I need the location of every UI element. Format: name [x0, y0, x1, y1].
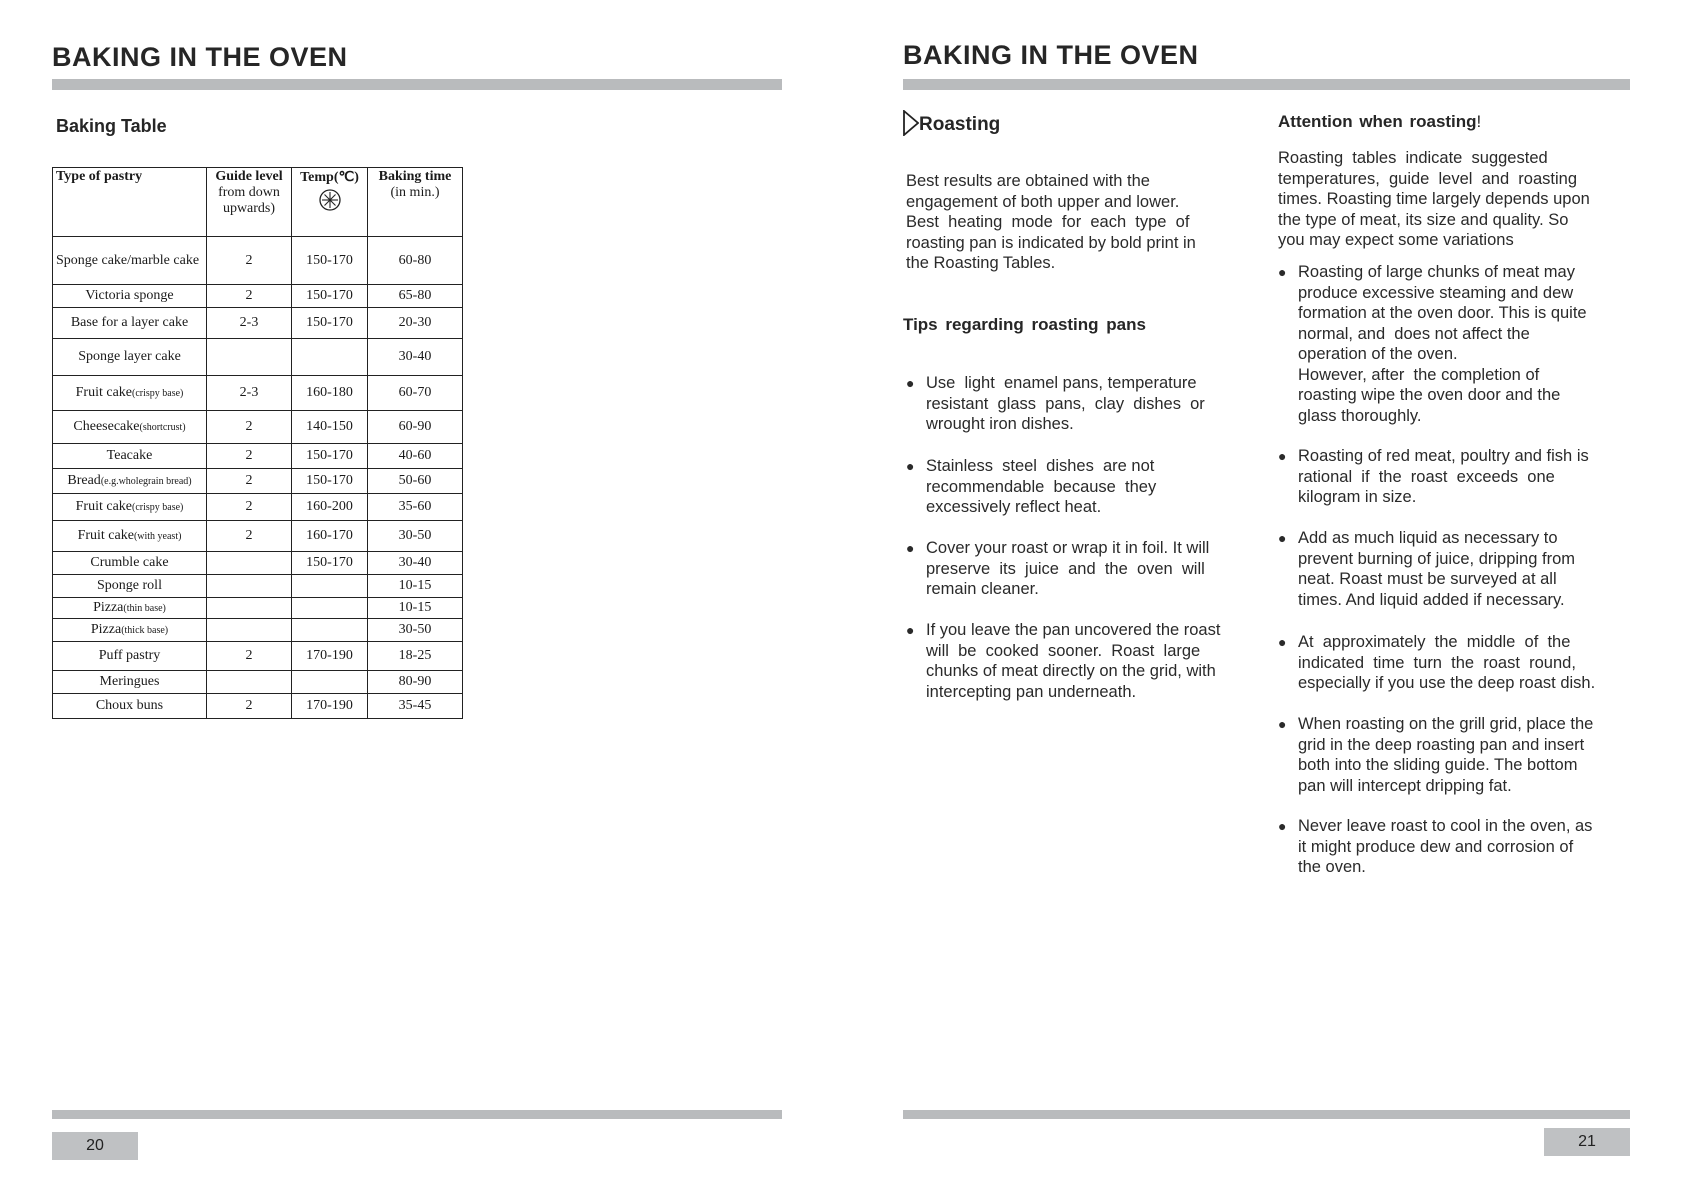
baking-time-cell: 30-50 [368, 619, 463, 642]
bullet-icon: ● [1278, 716, 1287, 732]
text-line: indicated time turn the roast round, [1298, 653, 1576, 672]
attention-item [1278, 262, 1633, 426]
baking-time-cell: 10-15 [368, 598, 463, 619]
table-row [53, 619, 463, 642]
temperature-cell [292, 339, 368, 376]
temperature-cell [292, 598, 368, 619]
table-row [53, 411, 463, 444]
text-line: the type of meat, its size and quality. So [1278, 210, 1569, 229]
temperature-cell: 150-170 [292, 469, 368, 494]
text-line: At approximately the middle of the [1298, 633, 1571, 651]
right-footer-bar [903, 1110, 1630, 1119]
pastry-name: Bread [67, 473, 101, 488]
text-line: intercepting pan underneath. [926, 682, 1137, 701]
pastry-name: Meringues [99, 674, 160, 689]
pastry-cell [53, 619, 207, 642]
attention-item [1278, 816, 1633, 878]
tip-item [906, 538, 1256, 600]
bullet-icon: ● [906, 375, 915, 391]
text-line: Best results are obtained with the [906, 172, 1150, 190]
text-line: Roasting of red meat, poultry and fish is [1298, 447, 1589, 465]
text-line: operation of the oven. [1298, 345, 1458, 363]
baking-time-cell: 60-90 [368, 411, 463, 444]
baking-time-cell: 50-60 [368, 469, 463, 494]
pastry-name: Pizza [90, 622, 122, 637]
pastry-name: Pizza [93, 600, 124, 615]
header-baking-time: Baking time (in min.) [368, 168, 463, 237]
text-line: rational if the roast exceeds one [1298, 467, 1555, 486]
attention-intro [1278, 148, 1624, 251]
guide-level-cell: 2 [207, 411, 292, 444]
table-row [53, 521, 463, 552]
temperature-cell: 150-170 [292, 237, 368, 285]
baking-time-cell: 35-60 [368, 494, 463, 521]
attention-item [1278, 446, 1633, 508]
baking-time-cell: 30-40 [368, 552, 463, 575]
baking-table-heading: Baking Table [56, 116, 167, 136]
temperature-cell: 150-170 [292, 308, 368, 339]
header-temp: Temp(℃) [292, 168, 368, 237]
pastry-cell [53, 376, 207, 411]
baking-time-cell: 60-80 [368, 237, 463, 285]
pastry-note: (thin base) [123, 603, 166, 614]
pastry-name: Crumble cake [90, 555, 169, 570]
table-row [53, 694, 463, 719]
pastry-cell [53, 694, 207, 719]
bullet-icon: ● [906, 622, 915, 638]
pastry-cell [53, 642, 207, 671]
pastry-name: Fruit cake [75, 499, 132, 514]
text-line: grid in the deep roasting pan and insert [1298, 735, 1585, 754]
triangle-marker-icon [903, 110, 919, 136]
temperature-cell [292, 619, 368, 642]
baking-time-cell: 30-50 [368, 521, 463, 552]
table-row [53, 308, 463, 339]
guide-level-cell: 2-3 [207, 308, 292, 339]
text-line: formation at the oven door. This is quite [1298, 304, 1587, 322]
text-line: glass thoroughly. [1298, 406, 1422, 425]
guide-level-cell: 2 [207, 469, 292, 494]
guide-level-cell: 2 [207, 521, 292, 552]
left-page-title: BAKING IN THE OVEN [52, 42, 348, 72]
table-row [53, 444, 463, 469]
baking-time-cell: 10-15 [368, 575, 463, 598]
baking-time-cell: 18-25 [368, 642, 463, 671]
baking-time-cell: 65-80 [368, 285, 463, 308]
attention-item [1278, 714, 1633, 796]
guide-level-cell [207, 575, 292, 598]
baking-time-cell: 30-40 [368, 339, 463, 376]
bullet-icon: ● [1278, 818, 1287, 834]
text-line: Cover your roast or wrap it in foil. It will [926, 539, 1210, 557]
temperature-cell: 160-170 [292, 521, 368, 552]
pastry-name: Sponge layer cake [78, 349, 181, 364]
pastry-cell [53, 469, 207, 494]
temperature-cell: 150-170 [292, 552, 368, 575]
header-guide-level: Guide level from down upwards) [207, 168, 292, 237]
temperature-cell: 140-150 [292, 411, 368, 444]
left-page-number: 20 [52, 1132, 138, 1160]
tip-item [906, 373, 1256, 435]
guide-level-cell: 2 [207, 642, 292, 671]
text-line: temperatures, guide level and roasting [1278, 169, 1578, 188]
pastry-name: Choux buns [95, 698, 164, 713]
table-row [53, 575, 463, 598]
pastry-cell [53, 575, 207, 598]
table-row [53, 339, 463, 376]
baking-time-cell: 80-90 [368, 671, 463, 694]
text-line: chunks of meat directly on the grid, with [926, 662, 1216, 680]
text-line: Use light enamel pans, temperature [926, 374, 1197, 392]
roasting-intro [906, 171, 1231, 274]
text-line: preserve its juice and the oven will [926, 559, 1205, 578]
text-line: you may expect some variations [1278, 231, 1514, 249]
pastry-note: (shortcrust) [139, 422, 186, 433]
pastry-cell [53, 285, 207, 308]
text-line: roasting pan is indicated by bold print in [906, 233, 1196, 252]
text-line: When roasting on the grill grid, place the [1298, 715, 1594, 733]
bullet-icon: ● [906, 458, 915, 474]
temperature-cell [292, 671, 368, 694]
text-line: resistant glass pans, clay dishes or [926, 394, 1205, 413]
guide-level-cell: 2 [207, 285, 292, 308]
guide-level-cell: 2 [207, 494, 292, 521]
right-header-bar [903, 79, 1630, 90]
pastry-note: (crispy base) [132, 388, 184, 399]
pastry-cell [53, 411, 207, 444]
guide-level-cell [207, 671, 292, 694]
pastry-cell [53, 237, 207, 285]
text-line: Never leave roast to cool in the oven, as [1298, 817, 1593, 835]
text-line: excessively reflect heat. [926, 498, 1102, 516]
text-line: pan will intercept dripping fat. [1298, 776, 1512, 795]
table-row [53, 642, 463, 671]
guide-level-cell: 2 [207, 694, 292, 719]
pastry-name: Victoria sponge [85, 288, 174, 303]
right-page-number: 21 [1544, 1128, 1630, 1156]
pastry-cell [53, 339, 207, 376]
bullet-icon: ● [1278, 264, 1287, 280]
table-row [53, 469, 463, 494]
text-line: recommendable because they [926, 477, 1157, 496]
guide-level-cell: 2 [207, 237, 292, 285]
guide-level-cell [207, 619, 292, 642]
temperature-cell [292, 575, 368, 598]
tip-item [906, 620, 1256, 702]
text-line: remain cleaner. [926, 580, 1039, 598]
pastry-cell [53, 521, 207, 552]
tips-heading: Tips regarding roasting pans [903, 315, 1146, 334]
baking-time-cell: 60-70 [368, 376, 463, 411]
bullet-icon: ● [1278, 634, 1287, 650]
baking-time-cell: 40-60 [368, 444, 463, 469]
pastry-name: Sponge roll [97, 578, 162, 593]
roasting-heading: Roasting [903, 110, 1000, 136]
temperature-cell: 170-190 [292, 642, 368, 671]
pastry-note: (e.g.wholegrain bread) [100, 476, 192, 487]
left-header-bar [52, 79, 782, 90]
guide-level-cell: 2 [207, 444, 292, 469]
tip-item [906, 456, 1256, 518]
guide-level-cell: 2-3 [207, 376, 292, 411]
pastry-name: Fruit cake [75, 385, 132, 400]
text-line: However, after the completion of [1298, 365, 1540, 384]
temperature-cell: 160-180 [292, 376, 368, 411]
text-line: the oven. [1298, 858, 1366, 876]
pastry-cell [53, 444, 207, 469]
table-row [53, 552, 463, 575]
bullet-icon: ● [906, 540, 915, 556]
pastry-note: (crispy base) [132, 502, 184, 513]
pastry-note: (with yeast) [133, 531, 182, 542]
text-line: normal, and does not affect the [1298, 324, 1530, 343]
text-line: both into the sliding guide. The bottom [1298, 756, 1578, 774]
table-row [53, 237, 463, 285]
text-line: kilogram in size. [1298, 488, 1417, 506]
bullet-icon: ● [1278, 530, 1287, 546]
guide-level-cell [207, 339, 292, 376]
text-line: will be cooked sooner. Roast large [926, 641, 1201, 660]
pastry-cell [53, 308, 207, 339]
pastry-name: Teacake [106, 448, 153, 463]
table-row [53, 598, 463, 619]
pastry-cell [53, 552, 207, 575]
text-line: it might produce dew and corrosion of [1298, 837, 1574, 856]
left-footer-bar [52, 1110, 782, 1119]
baking-table [52, 167, 462, 719]
pastry-name: Fruit cake [77, 528, 134, 543]
guide-level-cell [207, 552, 292, 575]
text-line: roasting wipe the oven door and the [1298, 386, 1561, 404]
text-line: times. Roasting time largely depends upon [1278, 190, 1590, 208]
right-page-title: BAKING IN THE OVEN [903, 40, 1199, 70]
text-line: produce excessive steaming and dew [1298, 283, 1574, 302]
text-line: prevent burning of juice, dripping from [1298, 549, 1575, 568]
text-line: Add as much liquid as necessary to [1298, 529, 1558, 547]
table-row [53, 376, 463, 411]
header-type-of-pastry: Type of pastry [53, 168, 207, 237]
bullet-icon: ● [1278, 448, 1287, 464]
pastry-cell [53, 598, 207, 619]
pastry-name: Cheesecake [73, 419, 140, 434]
pastry-cell [53, 671, 207, 694]
text-line: neat. Roast must be surveyed at all [1298, 570, 1557, 588]
text-line: Best heating mode for each type of [906, 213, 1190, 231]
temperature-cell: 150-170 [292, 444, 368, 469]
text-line: Stainless steel dishes are not [926, 457, 1155, 475]
temperature-cell: 170-190 [292, 694, 368, 719]
text-line: engagement of both upper and lower. [906, 192, 1180, 211]
attention-item [1278, 632, 1633, 694]
text-line: Roasting of large chunks of meat may [1298, 263, 1575, 281]
guide-level-cell [207, 598, 292, 619]
text-line: especially if you use the deep roast dish. [1298, 674, 1596, 692]
text-line: times. And liquid added if necessary. [1298, 590, 1565, 609]
baking-time-cell: 20-30 [368, 308, 463, 339]
pastry-name: Sponge cake/marble cake [56, 252, 200, 268]
temperature-cell: 160-200 [292, 494, 368, 521]
baking-time-cell: 35-45 [368, 694, 463, 719]
baking-table-header-row [53, 168, 463, 237]
text-line: If you leave the pan uncovered the roast [926, 621, 1221, 639]
text-line: Roasting tables indicate suggested [1278, 149, 1548, 167]
text-line: wrought iron dishes. [926, 415, 1074, 433]
temperature-cell: 150-170 [292, 285, 368, 308]
pastry-note: (thick base) [121, 625, 169, 636]
table-row [53, 671, 463, 694]
pastry-cell [53, 494, 207, 521]
pastry-name: Base for a layer cake [70, 315, 189, 330]
attention-item [1278, 528, 1633, 610]
table-row [53, 285, 463, 308]
text-line: the Roasting Tables. [906, 254, 1056, 272]
table-row [53, 494, 463, 521]
fan-heating-icon [319, 189, 341, 211]
pastry-name: Puff pastry [98, 648, 161, 663]
attention-heading: Attention when roasting! [1278, 112, 1482, 131]
